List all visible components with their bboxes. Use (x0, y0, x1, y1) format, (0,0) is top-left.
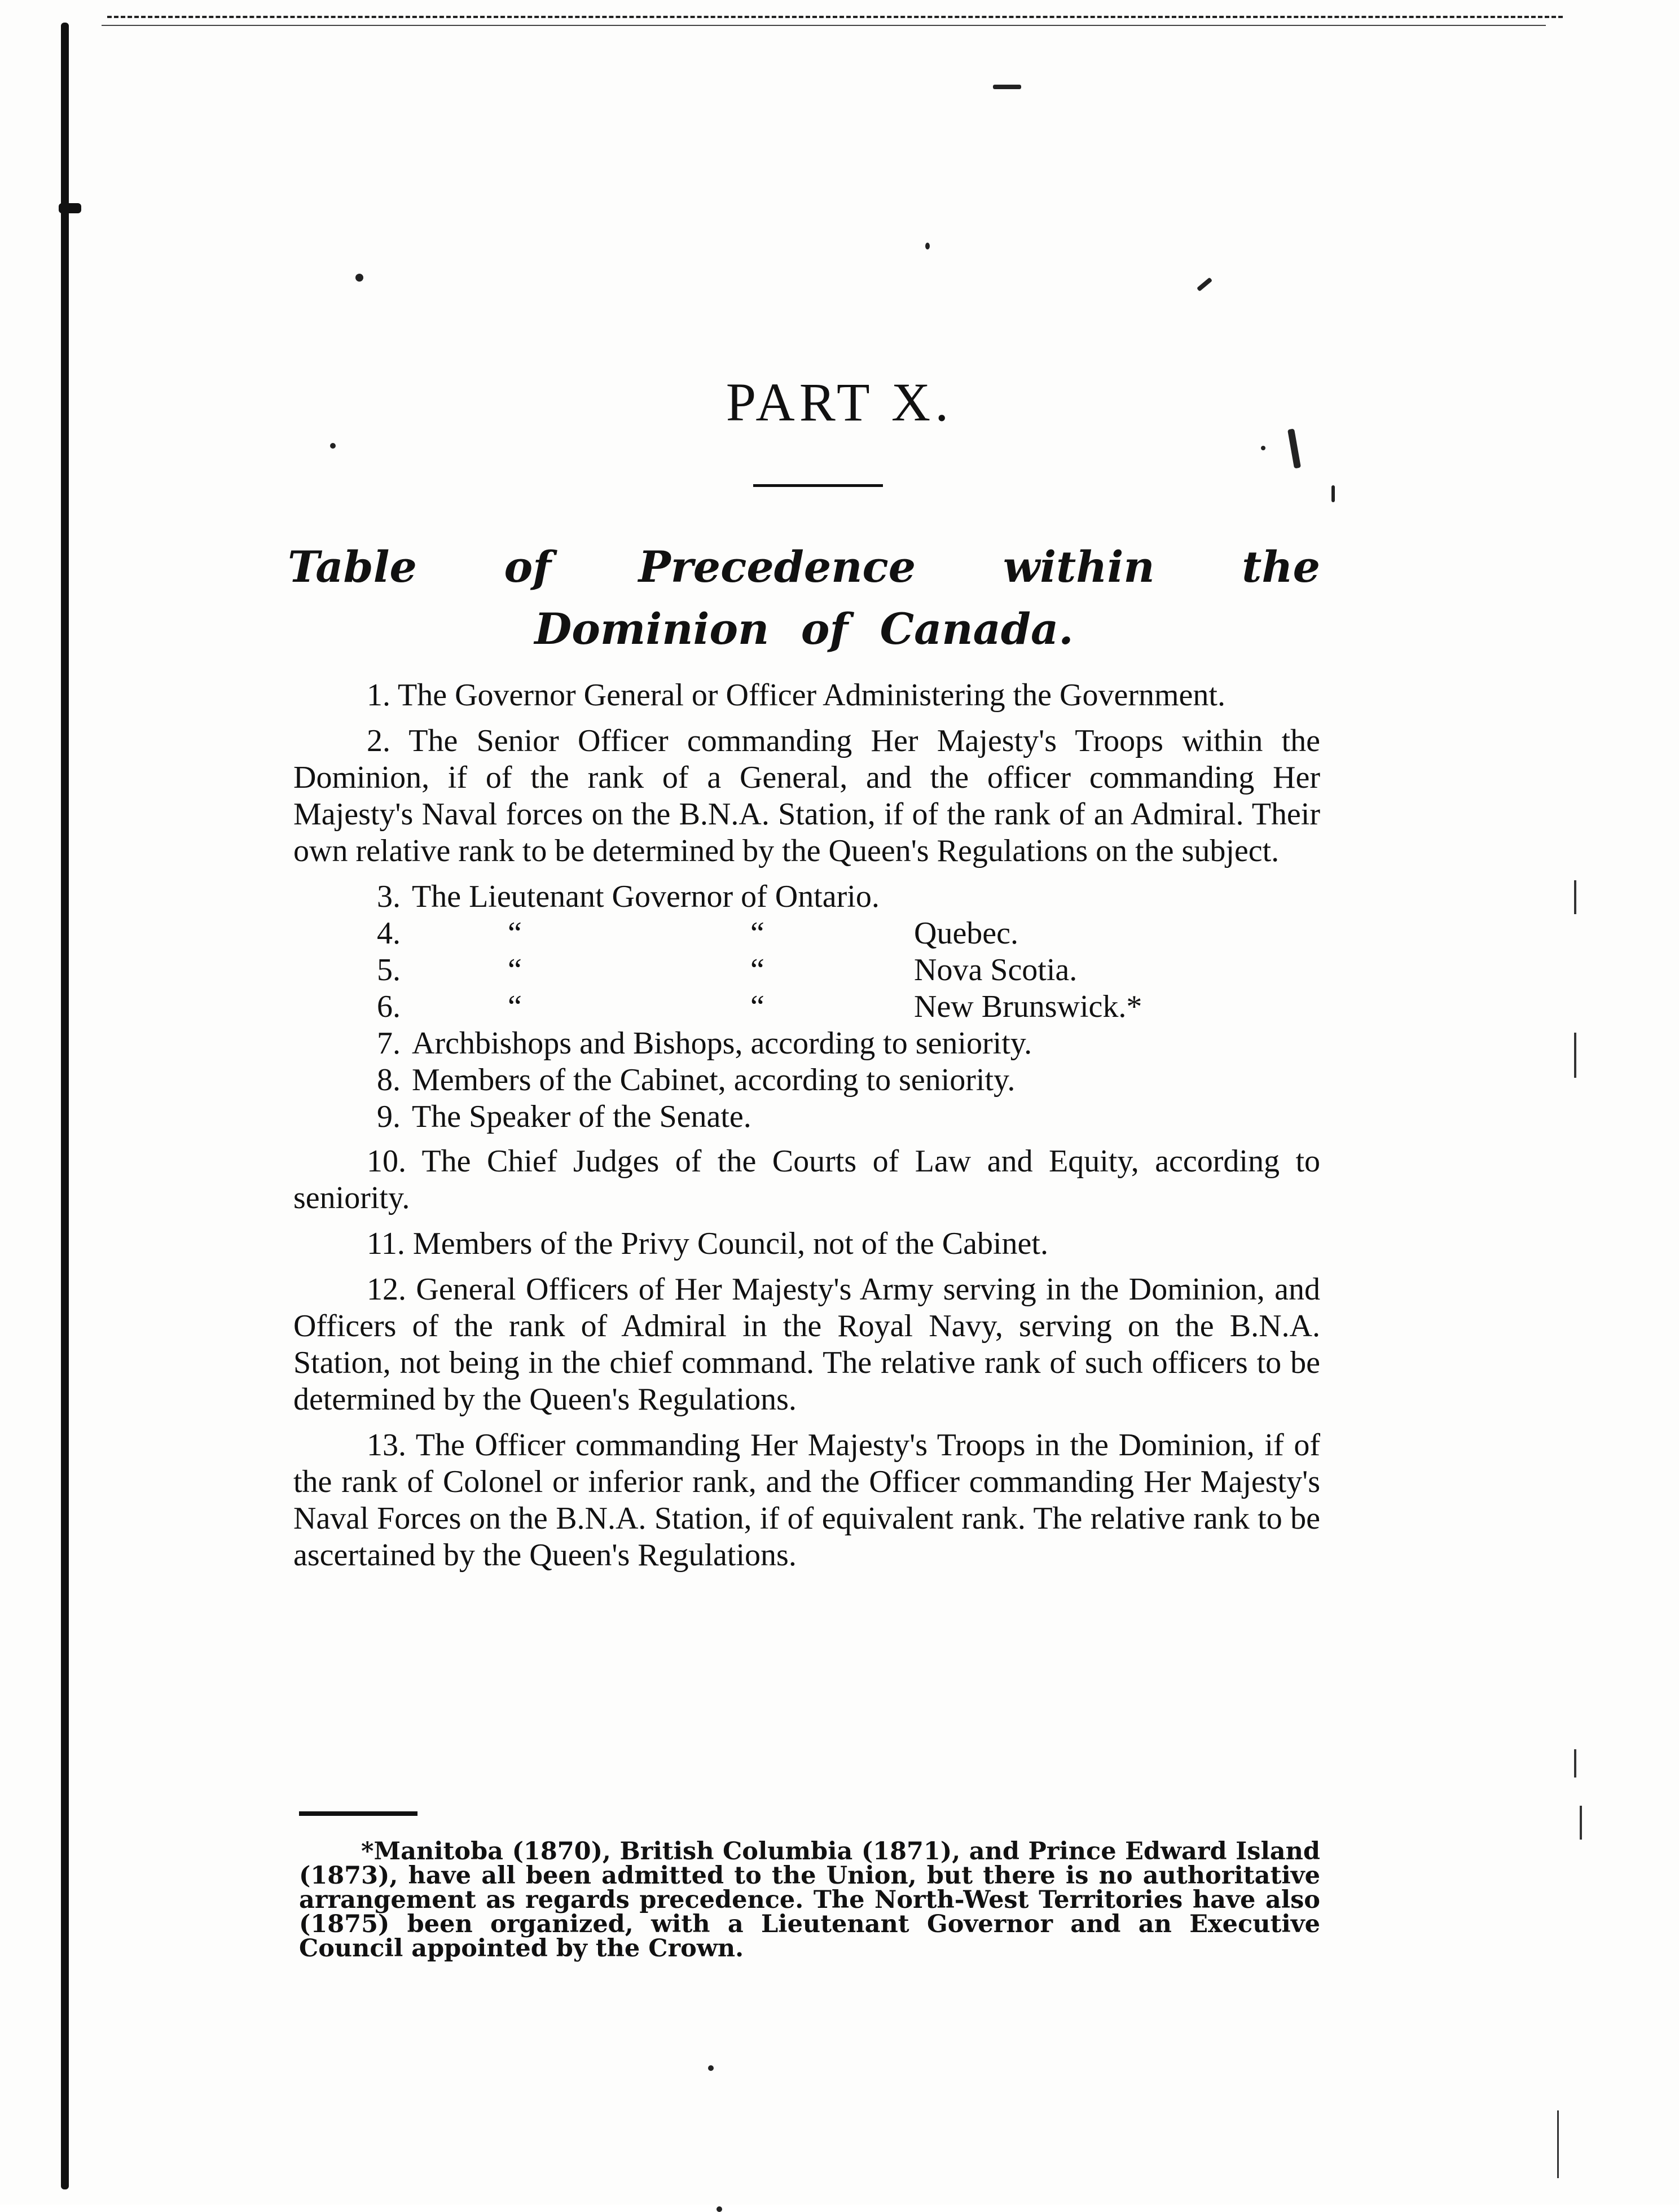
item-text: The Lieutenant Governor of Ontario. (412, 879, 880, 914)
scan-speck (1261, 446, 1265, 450)
ditto-mark: “ (750, 953, 764, 988)
item-number: 9. (377, 1099, 401, 1134)
scan-speck (1331, 485, 1335, 502)
spacer (293, 1135, 1320, 1143)
precedence-list (293, 677, 1320, 1583)
scan-speck (1197, 277, 1212, 291)
footnote-rule (299, 1811, 417, 1816)
list-item (293, 1143, 1320, 1217)
item-text: Members of the Privy Council, not of the Cabinet. (412, 1226, 1048, 1261)
ditto-mark: “ (508, 953, 522, 988)
scan-edge-mark (1574, 1749, 1576, 1778)
ditto-mark: “ (750, 916, 764, 951)
list-item (293, 723, 1320, 870)
scan-speck (717, 2206, 722, 2212)
item-text: The Governor General or Officer Administering the Government. (398, 678, 1225, 713)
part-title: PART X. (726, 372, 953, 432)
binding-edge (61, 23, 69, 2189)
list-item (293, 677, 1320, 714)
item-number: 5. (377, 953, 401, 988)
item-number: 7. (377, 1026, 401, 1061)
list-item (293, 952, 1320, 989)
scan-speck (993, 85, 1021, 89)
title-rule (753, 484, 883, 487)
item-number: 6. (377, 989, 401, 1024)
item-number: 13. (367, 1428, 406, 1463)
province-name: Nova Scotia. (914, 953, 1078, 988)
scan-edge-mark (1580, 1806, 1582, 1840)
item-number: 1. (367, 678, 390, 713)
list-item (293, 1226, 1320, 1262)
list-item (293, 915, 1320, 952)
item-text: The Officer commanding Her Majesty's Troops in the Dominion, if of the rank of Colonel or inferior rank, and the Officer commanding Her Majesty's Naval Forces on the B.N.A. Station, if of equivalent rank. The relative rank to be ascertained by the Queen's Regulations. (293, 1428, 1320, 1573)
scan-speck (330, 443, 336, 449)
list-item (293, 1427, 1320, 1574)
ditto-mark: “ (508, 989, 522, 1024)
province-name: New Brunswick.* (914, 989, 1142, 1024)
item-number: 10. (367, 1144, 406, 1179)
binding-notch (59, 203, 81, 213)
footnote: *Manitoba (1870), British Columbia (1871), and Prince Edward Island (1873), have all been admitted to the Union, but there is no authoritative arrangement as regards precedence. The North-West Territories have also (1875) been organized, with a Lieutenant Governor and an Executive Council appointed by the Crown. (299, 1837, 1320, 1963)
ditto-mark: “ (750, 989, 764, 1024)
item-text: Members of the Cabinet, according to seniority. (412, 1063, 1016, 1098)
ditto-mark: “ (508, 916, 522, 951)
item-text: Archbishops and Bishops, according to seniority. (412, 1026, 1032, 1061)
table-heading: Table of Precedence within the Dominion of Canada. (288, 542, 1320, 654)
scan-speck (925, 243, 930, 249)
item-number: 4. (377, 916, 401, 951)
item-number: 8. (377, 1063, 401, 1098)
scan-edge-mark (1574, 880, 1576, 914)
scan-speck (708, 2065, 714, 2071)
item-number: 2. (367, 723, 390, 758)
scan-speck (1287, 428, 1301, 468)
item-text: General Officers of Her Majesty's Army serving in the Dominion, and Officers of the rank of Admiral in the Royal Navy, serving on the B.N.A. Station, not being in the chief command. The relative rank of such officers to be determined by the Queen's Regulations. (293, 1272, 1320, 1417)
list-item (293, 1025, 1320, 1062)
scan-top-rule-thin (102, 25, 1546, 26)
province-name: Quebec. (914, 916, 1019, 951)
list-item (293, 1062, 1320, 1099)
item-number: 3. (377, 879, 401, 914)
item-number: 12. (367, 1272, 406, 1307)
list-item (293, 879, 1320, 915)
scan-top-rule (107, 16, 1563, 18)
list-item (293, 1099, 1320, 1135)
scan-speck (355, 274, 363, 282)
item-text: The Senior Officer commanding Her Majesty's Troops within the Dominion, if of the rank of a General, and the officer commanding Her Majesty's Naval forces on the B.N.A. Station, if of the rank of an Admiral. Their own relative rank to be determined by the Queen's Regulations on the subject. (293, 723, 1320, 868)
item-text: The Chief Judges of the Courts of Law and Equity, according to seniority. (293, 1144, 1320, 1215)
list-item (293, 989, 1320, 1025)
scan-edge-mark (1574, 1033, 1576, 1078)
scan-edge-mark (1557, 2110, 1559, 2178)
item-text: The Speaker of the Senate. (412, 1099, 751, 1134)
list-item (293, 1271, 1320, 1418)
item-number: 11. (367, 1226, 405, 1261)
